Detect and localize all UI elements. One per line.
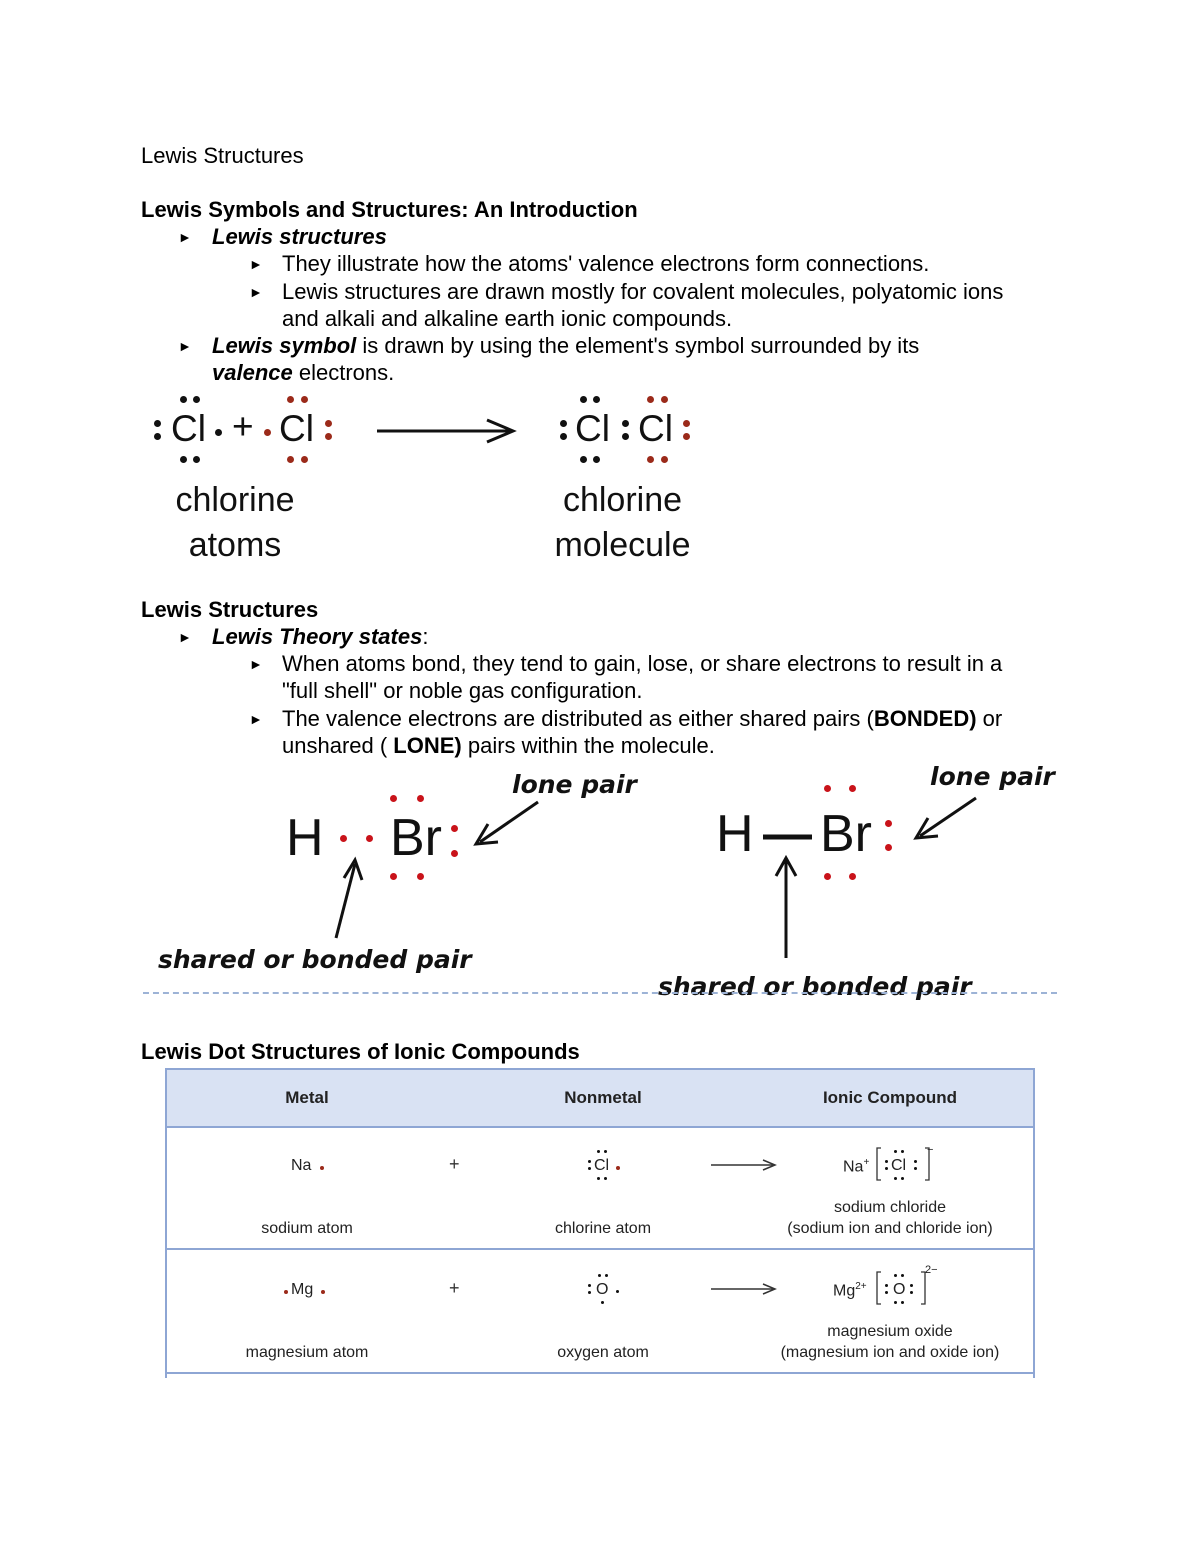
bullet-lewis-symbol-line2: valence electrons.: [212, 360, 395, 385]
bullet-arrow-icon: ►: [178, 629, 192, 645]
chlorine-symbol-molecule-left: Cl: [575, 408, 610, 449]
section-heading-ionic: Lewis Dot Structures of Ionic Compounds: [141, 1039, 580, 1064]
table-row: [167, 1126, 1033, 1250]
plus-sign: +: [232, 406, 254, 447]
reaction-arrow-icon: [709, 1158, 779, 1172]
sub-bullet-drawn-for-line1: Lewis structures are drawn mostly for covalent molecules, polyatomic ions: [282, 279, 1004, 304]
hydrogen-symbol-left: H: [286, 809, 324, 867]
bullet-lewis-structures: Lewis structures: [212, 224, 387, 249]
plus-sign: +: [449, 1154, 460, 1174]
shared-pair-label-right: shared or bonded pair: [658, 972, 972, 1001]
shared-pair-label-left: shared or bonded pair: [158, 945, 472, 974]
sub-bullet-drawn-for-line2: and alkali and alkaline earth ionic compounds.: [282, 306, 733, 331]
section-heading-intro: Lewis Symbols and Structures: An Introduction: [141, 197, 638, 222]
table-row: [167, 1250, 1033, 1374]
nonmetal-name: chlorine atom: [554, 1220, 652, 1237]
plus-sign: +: [449, 1278, 460, 1298]
metal-symbol: Na: [291, 1157, 312, 1174]
ionic-compounds-table: [165, 1068, 1035, 1378]
column-header-metal: Metal: [285, 1088, 329, 1107]
column-header-nonmetal: Nonmetal: [564, 1088, 642, 1107]
bullet-lewis-theory: Lewis Theory states:: [212, 624, 429, 649]
compound-description: (sodium ion and chloride ion): [787, 1220, 993, 1237]
caption-chlorine-atoms: chlorine atoms: [175, 481, 295, 564]
compound-name: sodium chloride: [833, 1199, 947, 1216]
anion-charge: 2−: [925, 1264, 938, 1276]
document-title: Lewis Structures: [141, 143, 304, 168]
caption-chlorine-molecule: chlorine molecule: [554, 481, 691, 564]
sub-bullet-bonded-line1: The valence electrons are distributed as either shared pairs (BONDED) or: [282, 706, 1003, 731]
sub-bullet-lone-line2: unshared ( LONE) pairs within the molecule.: [282, 733, 715, 758]
chlorine-symbol-left: Cl: [171, 408, 206, 449]
nonmetal-name: oxygen atom: [557, 1344, 649, 1361]
nonmetal-symbol: O: [596, 1281, 609, 1298]
anion-charge: −: [927, 1144, 934, 1156]
lone-pair-label-right: lone pair: [930, 762, 1055, 791]
bromine-symbol-left: Br: [390, 809, 442, 867]
page-break-divider: [143, 992, 1057, 994]
reaction-arrow-icon: [709, 1282, 779, 1296]
compound-description: (magnesium ion and oxide ion): [780, 1344, 1000, 1361]
bullet-arrow-icon: ►: [249, 284, 263, 300]
chlorine-symbol-molecule-right: Cl: [638, 408, 673, 449]
bullet-arrow-icon: ►: [178, 229, 192, 245]
nonmetal-symbol: Cl: [594, 1157, 610, 1174]
bullet-lewis-symbol: Lewis symbol is drawn by using the element's symbol surrounded by its: [212, 333, 920, 358]
anion-symbol: O: [893, 1281, 906, 1298]
sub-bullet-connections: They illustrate how the atoms' valence electrons form connections.: [282, 251, 930, 276]
sub-bullet-full-shell-line1: When atoms bond, they tend to gain, lose, or share electrons to result in a: [282, 651, 1003, 676]
metal-name: magnesium atom: [245, 1344, 369, 1361]
table-header-row: [167, 1070, 1033, 1128]
hbr-lewis-figure: [140, 760, 1070, 1010]
bullet-arrow-icon: ►: [178, 338, 192, 354]
bullet-arrow-icon: ►: [249, 656, 263, 672]
metal-name: sodium atom: [261, 1220, 353, 1237]
sub-bullet-full-shell-line2: "full shell" or noble gas configuration.: [282, 678, 643, 703]
compound-formula: Na+: [843, 1157, 870, 1176]
column-header-ionic-compound: Ionic Compound: [822, 1088, 958, 1107]
reaction-arrow-icon: [375, 416, 520, 446]
hydrogen-symbol-right: H: [716, 805, 754, 863]
compound-formula: $Mg^{2+}$: [833, 1281, 867, 1300]
bullet-arrow-icon: ►: [249, 256, 263, 272]
chlorine-symbol-right: Cl: [279, 408, 314, 449]
bromine-symbol-right: Br: [820, 805, 872, 863]
metal-symbol: Mg: [291, 1281, 314, 1298]
section-heading-lewis-structures: Lewis Structures: [141, 597, 319, 622]
lone-pair-label-left: lone pair: [512, 770, 637, 799]
anion-symbol: Cl: [891, 1157, 907, 1174]
compound-name: magnesium oxide: [827, 1323, 953, 1340]
bullet-arrow-icon: ►: [249, 711, 263, 727]
